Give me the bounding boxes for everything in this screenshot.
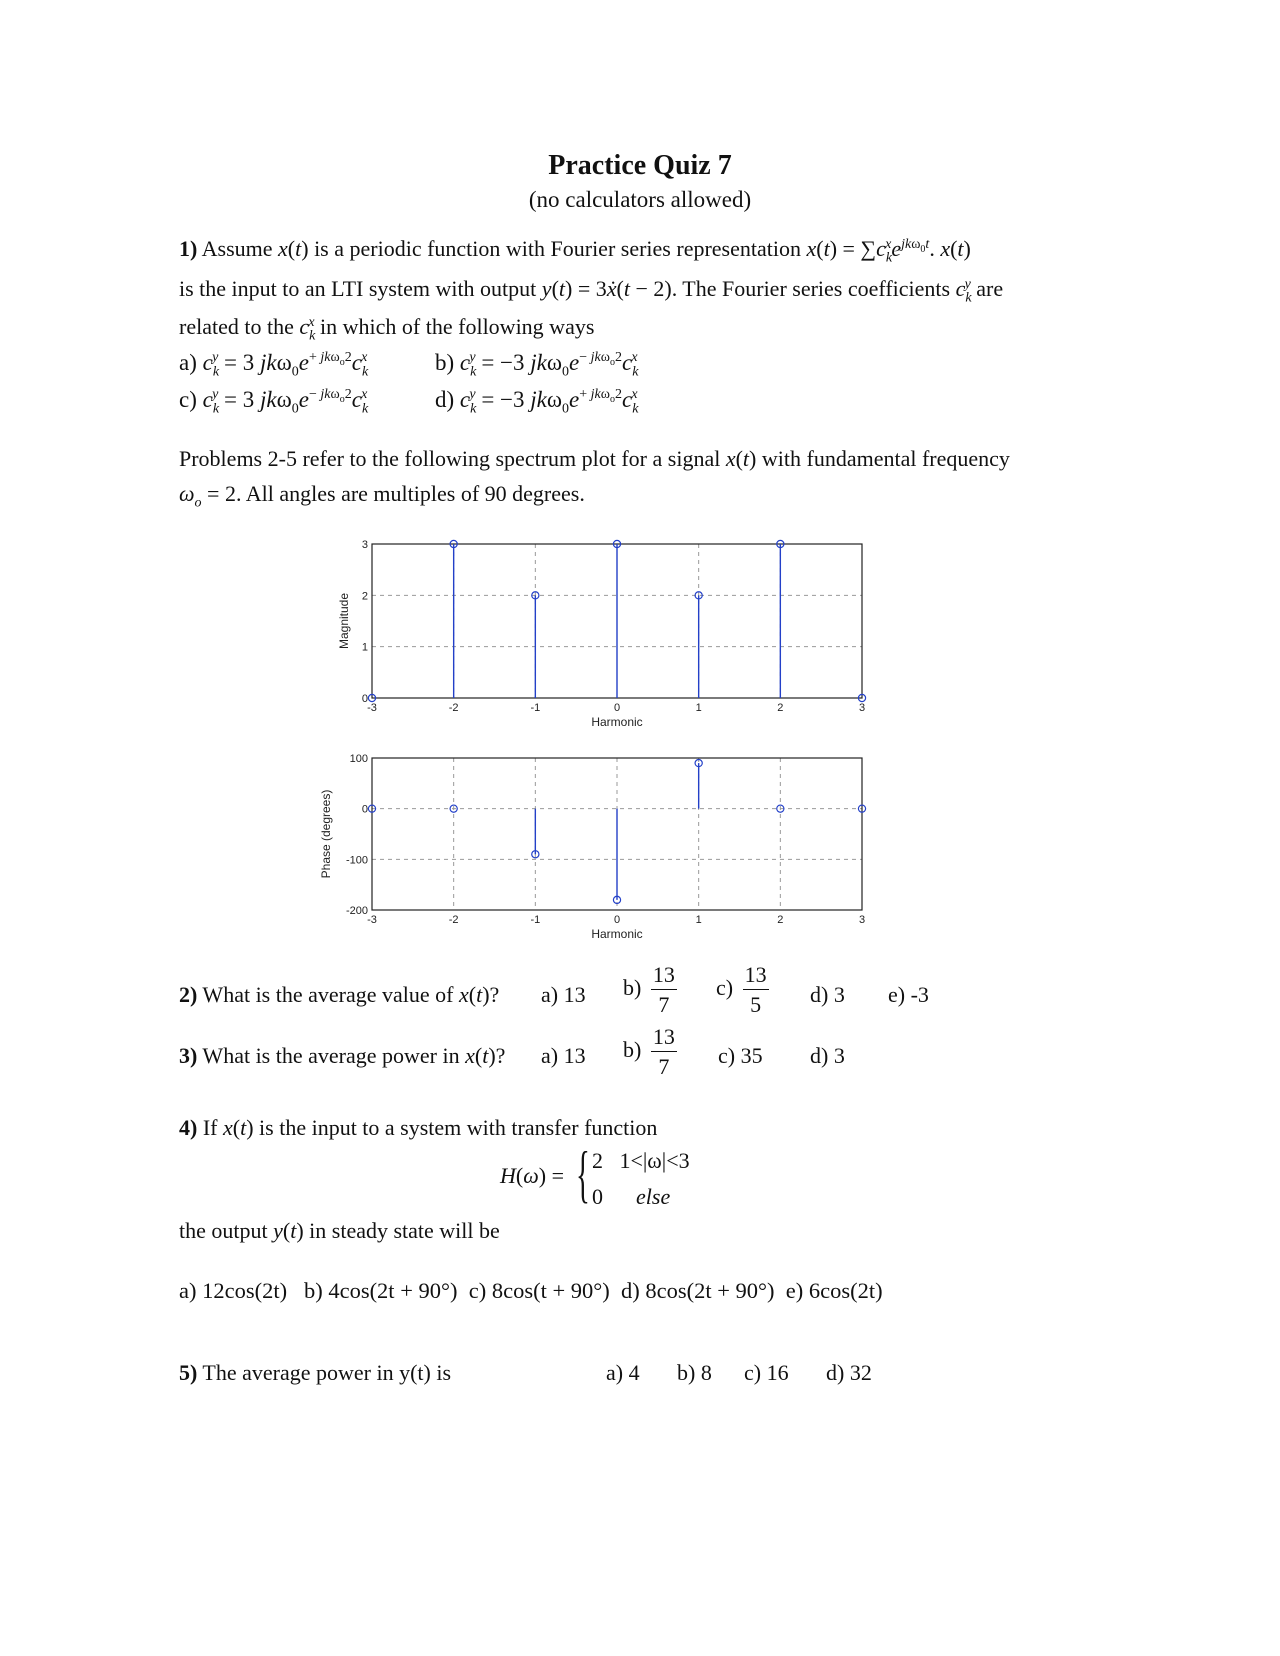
y-tick-label: -200 <box>345 905 368 917</box>
q4-brace: { <box>576 1138 590 1209</box>
q2-option-b <box>623 964 681 1016</box>
q5-text <box>179 1360 451 1386</box>
q3-option-a: a) 13 <box>541 1043 586 1068</box>
y-tick-label: 0 <box>361 803 368 816</box>
q4-number: 4) <box>179 1115 198 1140</box>
problems-intro-line2: $\omega_o = 2$. All angles are multiples of 90 degrees. <box>179 481 585 511</box>
q3-number: 3) <box>179 1043 198 1068</box>
x-tick-label: 2 <box>777 702 784 714</box>
x-tick-label: -2 <box>448 914 459 926</box>
q2-text: 2) What is the average value of x(t)? <box>179 982 500 1007</box>
x-axis-label: Harmonic <box>591 715 643 729</box>
q2-option-b-label: b) <box>623 975 642 1001</box>
q3-text: 3) What is the average power in x(t)? <box>179 1043 506 1068</box>
q4-case2-condition: else <box>636 1184 671 1209</box>
x-tick-label: -1 <box>530 914 541 926</box>
q3-text-a: What is the average power in <box>197 1043 466 1068</box>
q1-option-c: c) $c_k^y = 3$ $jk\omega_0e^{- jk\omega_o2}c_k^x$ <box>179 387 369 417</box>
q4-case1-condition: 1<|ω|<3 <box>619 1148 690 1173</box>
q2-option-a: a) 13 <box>541 982 586 1007</box>
q1-line3-b: in which of the following ways <box>314 314 595 339</box>
magnitude-plot <box>320 530 900 740</box>
x-tick-label: 1 <box>695 914 702 926</box>
q5-option-d: d) 32 <box>826 1360 872 1385</box>
q4-text: 4) If x(t) is the input to a system with transfer function <box>179 1115 658 1140</box>
phase-plot <box>310 745 900 955</box>
y-axis-label: Magnitude <box>337 592 351 650</box>
y-tick-label: 100 <box>349 753 368 765</box>
q4-case1-value: 2 <box>592 1148 603 1173</box>
q1-line1-b: is a periodic function with Fourier series representation <box>308 236 807 261</box>
q5-option-a: a) 4 <box>606 1360 640 1385</box>
q5-option-c: c) 16 <box>744 1360 789 1385</box>
q3-text-b: ? <box>495 1043 506 1068</box>
x-tick-label: 2 <box>777 914 784 926</box>
x-tick-label: 3 <box>858 914 866 926</box>
x-tick-label: -3 <box>367 702 377 714</box>
q4-case2 <box>592 1184 670 1210</box>
q4-output-text: the output y(t) in steady state will be <box>179 1218 500 1243</box>
page-subtitle: (no calculators allowed) <box>528 187 752 212</box>
q1-option-a: a) $c_k^y = 3$ $jk\omega_0e^{+ jk\omega_o2}c_k^x$ <box>179 350 369 380</box>
q3-option-b-label: b) <box>623 1037 642 1063</box>
q1-line1-a: Assume <box>197 236 279 261</box>
q4-options: a) 12cos(2t) b) 4cos(2t + 90°) c) 8cos(t + 90°) d) 8cos(2t + 90°) e) 6cos(2t) <box>179 1278 883 1303</box>
y-tick-label: 2 <box>361 590 368 603</box>
q2-b-denominator: 7 <box>658 992 670 1017</box>
q1-option-b-label: b) <box>435 350 455 375</box>
q4-text-a: If <box>197 1115 223 1140</box>
problems-intro-b: with fundamental frequency <box>756 446 1010 471</box>
q1-option-d-label: d) <box>435 387 455 412</box>
q4-output-b: in steady state will be <box>303 1218 500 1243</box>
y-tick-label: 0 <box>361 693 368 705</box>
q1-line1: 1) Assume x(t) is a periodic function with Fourier series representation $x(t) = \sum c_k^xe^{jk\omega_0t}$. x(t) <box>179 236 971 266</box>
q2-option-c <box>716 964 773 1016</box>
q1-line2-b: . The Fourier series coefficients <box>671 276 956 301</box>
q5-option-b: b) 8 <box>677 1360 712 1385</box>
q2-text-a: What is the average value of <box>197 982 459 1007</box>
x-tick-label: -3 <box>367 914 377 926</box>
page-title: Practice Quiz 7 <box>548 150 732 181</box>
x-tick-label: 0 <box>613 914 621 926</box>
q2-b-numerator: 13 <box>651 964 677 990</box>
q1-line2-c: are <box>970 276 1004 301</box>
problems-intro-a: Problems 2-5 refer to the following spectrum plot for a signal <box>179 446 726 471</box>
q4-case2-value: 0 <box>592 1184 603 1209</box>
q1-line1-c: . <box>929 236 941 261</box>
q1-number: 1) <box>179 236 198 261</box>
q4-output-a: the output <box>179 1218 274 1243</box>
problems-intro-line1: Problems 2-5 refer to the following spectrum plot for a signal x(t) with fundamental frequency <box>179 446 1010 471</box>
q1-line2-a: is the input to an LTI system with output <box>179 276 542 301</box>
y-axis-label: Phase (degrees) <box>319 789 333 879</box>
q3-option-c: c) 35 <box>718 1043 763 1068</box>
x-tick-label: 1 <box>695 702 702 714</box>
q2-option-c-label: c) <box>716 975 734 1001</box>
q2-text-b: ? <box>489 982 500 1007</box>
y-tick-label: 3 <box>361 539 368 551</box>
q1-option-c-label: c) <box>179 387 197 412</box>
problems-intro-c: . All angles are multiples of 90 degrees. <box>235 481 585 506</box>
y-tick-label: 1 <box>361 641 368 654</box>
q1-line3-a: related to the <box>179 314 300 339</box>
q1-line2: is the input to an LTI system with output y(t) = 3ẋ(t − 2). The Fourier series coefficients $c_k^y$ are <box>179 276 1004 306</box>
q2-option-e: e) -3 <box>888 982 929 1007</box>
q1-option-d: d) $c_k^y = -3$ $jk\omega_0e^{+ jk\omega_o2}c_k^x$ <box>435 387 639 417</box>
q2-number: 2) <box>179 982 198 1007</box>
x-tick-label: -1 <box>530 702 541 714</box>
q1-option-a-label: a) <box>179 350 197 375</box>
q3-b-denominator: 7 <box>658 1054 670 1079</box>
q3-option-d: d) 3 <box>810 1043 845 1068</box>
q2-c-denominator: 5 <box>750 992 762 1017</box>
q2-option-d: d) 3 <box>810 982 845 1007</box>
x-axis-label: Harmonic <box>591 927 643 941</box>
q5-number: 5) <box>179 1360 198 1385</box>
x-tick-label: 3 <box>858 702 866 714</box>
x-tick-label: 0 <box>613 702 621 714</box>
q1-option-b: b) $c_k^y = -3$ $jk\omega_0e^{- jk\omega_o2}c_k^x$ <box>435 350 639 380</box>
q3-option-b <box>623 1026 681 1078</box>
q5-text-a: The average power in y(t) is <box>197 1360 452 1385</box>
q1-line3: related to the $c_k^x$ in which of the following ways <box>179 314 595 344</box>
q4-h-label: H(ω) = <box>500 1163 564 1188</box>
q2-c-numerator: 13 <box>743 964 769 990</box>
x-tick-label: -2 <box>448 702 459 714</box>
q3-b-numerator: 13 <box>651 1026 677 1052</box>
q4-case1 <box>592 1148 690 1174</box>
y-tick-label: -100 <box>345 854 368 867</box>
q4-text-b: is the input to a system with transfer function <box>253 1115 658 1140</box>
